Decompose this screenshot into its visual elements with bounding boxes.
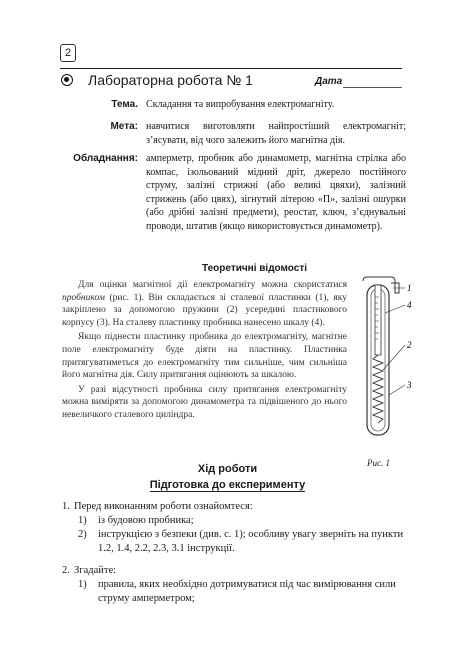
topic-label: Тема.: [111, 99, 138, 110]
figure-label-2: 2: [407, 340, 412, 350]
probe-spring: [373, 355, 383, 423]
date-label: Дата: [315, 76, 343, 87]
figure-label-4: 4: [407, 300, 412, 310]
probe-figure: [355, 275, 415, 445]
theory-title: Теоретичні відомості: [202, 263, 307, 274]
step-2-text: Згадайте:: [74, 565, 117, 576]
lab-title: Лабораторна робота № 1: [88, 72, 253, 88]
date-line: [343, 87, 402, 88]
theory-paragraph-1: Для оцінки магнітної дії електромагніту можна скористатися пробником (рис. 1). Він складається зі сталевої пластинки (1), яку закріплено за допомогою пружини (2) усередині пластикового корпусу (3). На сталеву пластинку пробника нанесено шкалу (4).: [62, 280, 347, 328]
equipment-label: Обладнання:: [73, 153, 138, 164]
topic-text: Складання та випробування електромагніту.: [146, 99, 335, 110]
probe-term: пробником: [62, 292, 105, 303]
figure-caption: Рис. 1: [367, 458, 390, 468]
equipment-text: амперметр, пробник або динамометр, магнітна стрілка або компас, ізольований мідний дріт, джерело постійного струму, залізні стрижні (або великі цвяхи), залізний стрижень (або цвях), зігнутий літерою «П», залізні ошурки (або дрібні залізні предмети), реостат, ключ, з’єднувальні проводи, штатив (якщо використовується динамометр).: [146, 153, 406, 232]
step-2-number: 2.: [62, 565, 70, 576]
theory-paragraph-3: У разі відсутності пробника силу притягання електромагніту можна виміряти за допомогою динамометра та підвішеного до нього невеличкого сталевого циліндра.: [62, 384, 347, 420]
section-bullet-icon: [61, 74, 73, 86]
procedure-title: Хід роботи: [197, 463, 258, 475]
probe-plate: [375, 285, 381, 355]
figure-label-3: 3: [407, 380, 412, 390]
figure-label-1: 1: [407, 283, 412, 293]
page-number: 2: [60, 44, 76, 62]
theory-paragraph-2: Якщо піднести пластинку пробника до електромагніту, магнітне поле електромагніту буде діяти на пластинку. Пластинка притягуватиметься до електромагніту тим сильніше, чим сильніша його магнітна дія. Силу притягання оцінюють за шкалою.: [62, 332, 347, 381]
goal-label: Мета:: [110, 121, 138, 132]
header-divider: [60, 68, 402, 69]
theory-text: [62, 279, 347, 422]
procedure-subtitle: Підготовка до експерименту: [149, 479, 306, 491]
step-1-text: Перед виконанням роботи ознайомтеся:: [74, 501, 253, 512]
goal-text: навчитися виготовляти найпростіший електромагніт; з’ясувати, від чого залежить його магнітна дія.: [146, 121, 406, 146]
step-1-number: 1.: [62, 501, 70, 512]
